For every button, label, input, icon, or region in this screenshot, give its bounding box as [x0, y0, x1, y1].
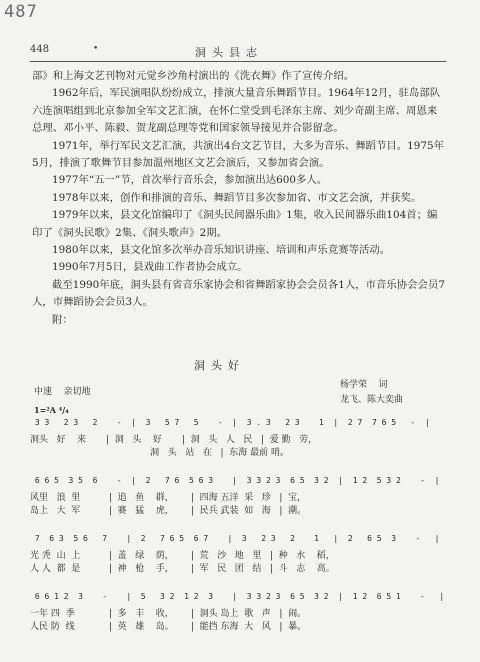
body-text: [32, 68, 446, 329]
header-rule: [30, 61, 446, 62]
notation-line: 7 6 3 5 6 7 | 2 7 6 5 6 7 | 3 2 3 2 1 | 2 6 5 3 - |: [30, 534, 440, 543]
song-title: 洞头好: [194, 359, 245, 372]
paragraph: 1980年以来，县文化馆多次举办音乐知识讲座、培训和声乐竞赛等活动。: [52, 244, 391, 257]
lyrics-line: 岛上 大 军 | 赛 猛 虎， | 民兵 武装 如 海 | 潮。: [30, 506, 350, 516]
appendix-label: 附：: [52, 313, 73, 326]
paragraph: 1978年以来，创作和排演的音乐、舞蹈节目多次参加省、市文艺会演，并获奖。: [52, 191, 422, 204]
paragraph: 1962年后，军民演唱队纷纷成立，排演大量音乐舞蹈节目。1964年12月，驻岛部队六连演唱组到北京参加全军文艺汇演，在怀仁堂受到毛泽东主席、刘少奇副主席、周恩来总理、邓小平、陈毅、贺龙副总理等党和国家领导接见并合影留念。: [32, 87, 441, 135]
notation-line: 6 6 1 2 3 - | 5 3 2 1 2 3 | 3 3 2 3 6 5 3 2 | 1 2 6 5 1 - |: [30, 592, 445, 601]
lyrics-line: 人 人 都 是 | 神 枪 手， | 军 民 团 结 | 斗 志 高。: [30, 564, 352, 574]
header-separator: •: [93, 44, 99, 54]
tempo-marking: 中速 亲切地: [34, 387, 91, 397]
lyrics-line: 人民 防 线 | 英 雄 岛。 | 能挡 东海 大 风 | 暴。: [30, 622, 350, 632]
lyrics-line: 洞头 好 来 | 洞 头 好 | 洞 头 人 民 | 爱 勤 劳，: [30, 435, 335, 445]
page-number: 448: [30, 44, 50, 55]
lyricist-credit: 杨学荣 词: [340, 380, 388, 390]
composer-credit: 龙飞、陈大奕曲: [340, 395, 404, 405]
paragraph: 1990年7月5日，县戏曲工作者协会成立。: [52, 261, 248, 274]
notation-line: 3 3 2 3 2 - | 3 5 7 5 - | 3 . 3 2 3 1 | 2 7 7 6 5 - |: [30, 418, 430, 427]
handwritten-page-number: 487: [4, 2, 38, 22]
key-signature: 1=²A ⁴/₄: [34, 405, 69, 415]
paragraph: 1977年“五一”节，首次举行音乐会，参加演出达600多人。: [52, 174, 328, 187]
lyrics-line: 风里 浪 里 | 追 鱼 群， | 四海 五洋 采 珍 | 宝，: [30, 493, 350, 503]
notation-line: 6 6 5 3 5 6 - | 2 7 6 5 6 3 | 3 3 2 3 6 5 3 2 | 1 2 5 3 2 - |: [30, 476, 440, 485]
paragraph: 截至1990年底，洞头县有省音乐家协会和省舞蹈家协会会员各1人，市音乐协会会员7人，市舞蹈协会会员3人。: [32, 278, 445, 309]
paragraph: 部》和上海文艺刊物对元觉乡沙角村演出的《洗衣舞》作了宣传介绍。: [32, 70, 355, 82]
paragraph: 1979年以来，县文化馆编印了《洞头民间器乐曲》1集，收入民间器乐曲104首；编印了《洞头民歌》2集、《洞头歌声》2期。: [32, 209, 438, 239]
paragraph: 1971年，举行军民文艺汇演，共演出4台文艺节目，大多为音乐、舞蹈节目。1975年5月，排演了歌舞节目参加温州地区文艺会演后，又参加省会演。: [32, 139, 444, 170]
lyrics-line: 一年 四 季 | 多 丰 收， | 洞头 岛上 歌 声 | 闹。: [30, 609, 350, 619]
lyrics-line: 光 秃 山 上 | 盖 绿 荫， | 荒 沙 地 里 | 种 水 稻，: [30, 551, 352, 561]
running-title: 洞头县志: [195, 46, 263, 59]
lyrics-line: 洞 头 站 在 | 东海 最前 哨。: [30, 448, 304, 458]
